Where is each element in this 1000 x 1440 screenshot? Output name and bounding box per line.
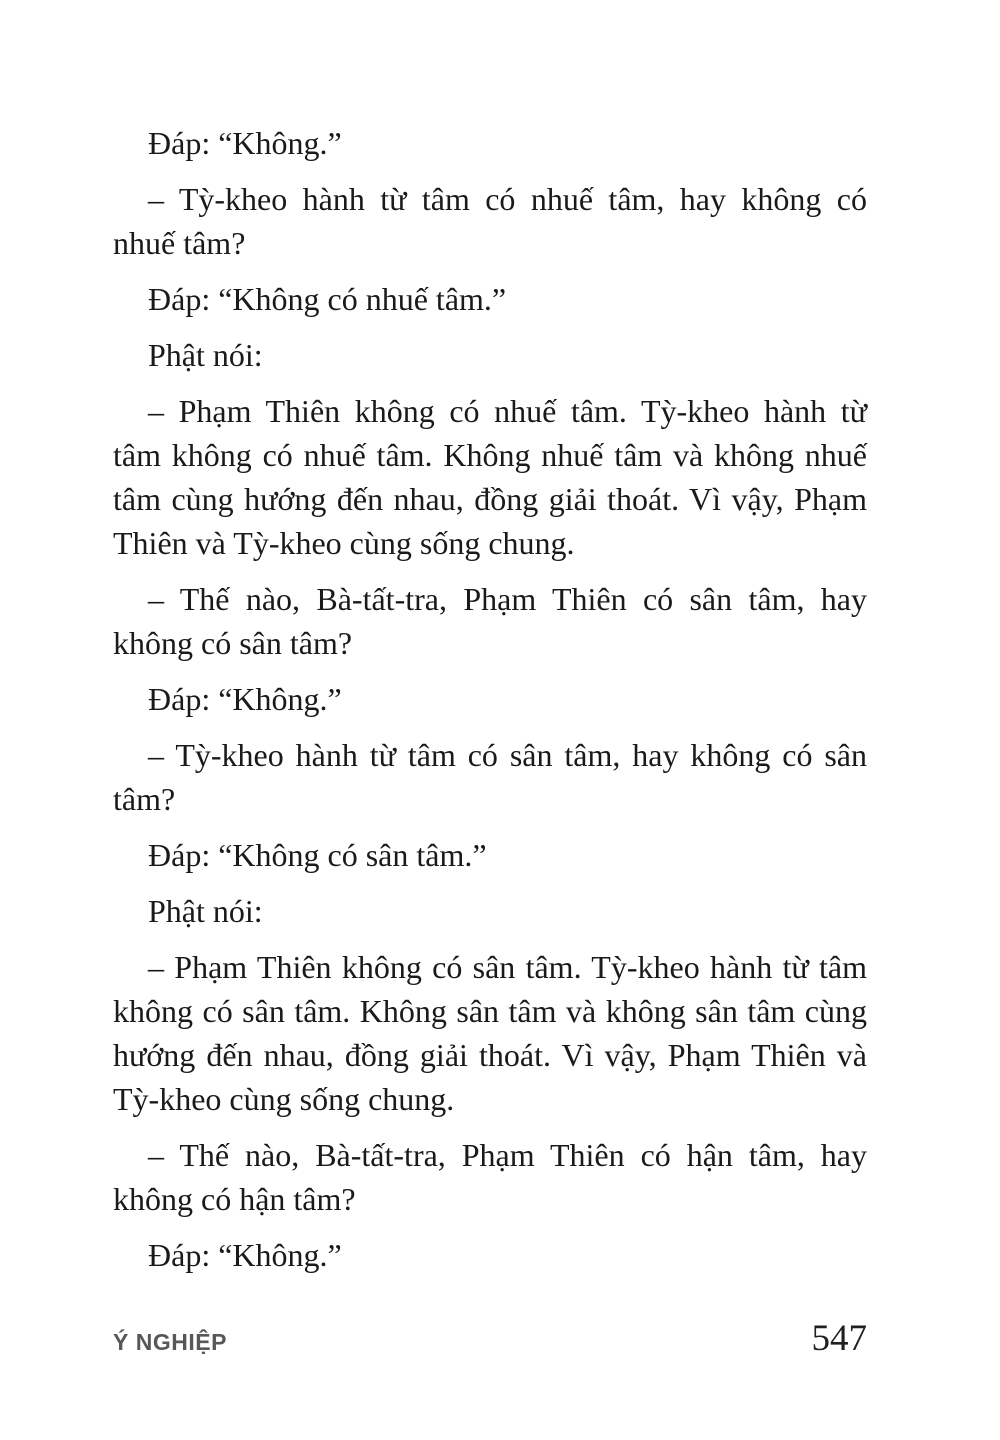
page-footer — [113, 1316, 867, 1362]
text-line: – Tỳ-kheo hành từ tâm có nhuế tâm, hay không có — [148, 181, 867, 217]
text-line: Phật nói: — [148, 337, 263, 373]
text-line: Đáp: “Không.” — [148, 1237, 342, 1273]
text-line: – Phạm Thiên không có sân tâm. Tỳ-kheo hành từ tâm — [148, 949, 867, 985]
text-line: Đáp: “Không có nhuế tâm.” — [148, 281, 507, 317]
page-text-block — [113, 121, 867, 1289]
text-line: Phật nói: — [148, 893, 263, 929]
text-line: Đáp: “Không.” — [148, 681, 342, 717]
text-line: tâm không có nhuế tâm. Không nhuế tâm và không nhuế — [113, 437, 867, 473]
text-line: tâm? — [113, 781, 176, 817]
paragraph — [113, 833, 867, 877]
paragraph — [113, 277, 867, 321]
paragraph — [113, 333, 867, 377]
text-line: Thiên và Tỳ-kheo cùng sống chung. — [113, 525, 575, 561]
paragraph — [113, 945, 867, 1121]
paragraph — [113, 177, 867, 265]
text-line: không có sân tâm? — [113, 625, 353, 661]
footer-section-label: Ý NGHIỆP — [113, 1329, 227, 1355]
paragraph — [113, 889, 867, 933]
paragraph — [113, 1133, 867, 1221]
page-number: 547 — [811, 1318, 867, 1359]
text-line: nhuế tâm? — [113, 225, 246, 261]
text-line: – Thế nào, Bà-tất-tra, Phạm Thiên có hận tâm, hay — [148, 1137, 867, 1173]
text-line: hướng đến nhau, đồng giải thoát. Vì vậy, Phạm Thiên và — [113, 1037, 867, 1073]
paragraph — [113, 677, 867, 721]
paragraph — [113, 121, 867, 165]
text-line: – Tỳ-kheo hành từ tâm có sân tâm, hay không có sân — [148, 737, 867, 773]
text-line: Đáp: “Không.” — [148, 125, 342, 161]
text-line: không có sân tâm. Không sân tâm và không sân tâm cùng — [113, 993, 867, 1029]
text-line: Tỳ-kheo cùng sống chung. — [113, 1081, 455, 1117]
paragraph — [113, 1233, 867, 1277]
text-line: tâm cùng hướng đến nhau, đồng giải thoát. Vì vậy, Phạm — [113, 481, 867, 517]
text-line: Đáp: “Không có sân tâm.” — [148, 837, 487, 873]
text-line: không có hận tâm? — [113, 1181, 356, 1217]
paragraph — [113, 577, 867, 665]
paragraph — [113, 733, 867, 821]
paragraph — [113, 389, 867, 565]
text-line: – Phạm Thiên không có nhuế tâm. Tỳ-kheo hành từ — [148, 393, 867, 429]
text-line: – Thế nào, Bà-tất-tra, Phạm Thiên có sân tâm, hay — [148, 581, 867, 617]
